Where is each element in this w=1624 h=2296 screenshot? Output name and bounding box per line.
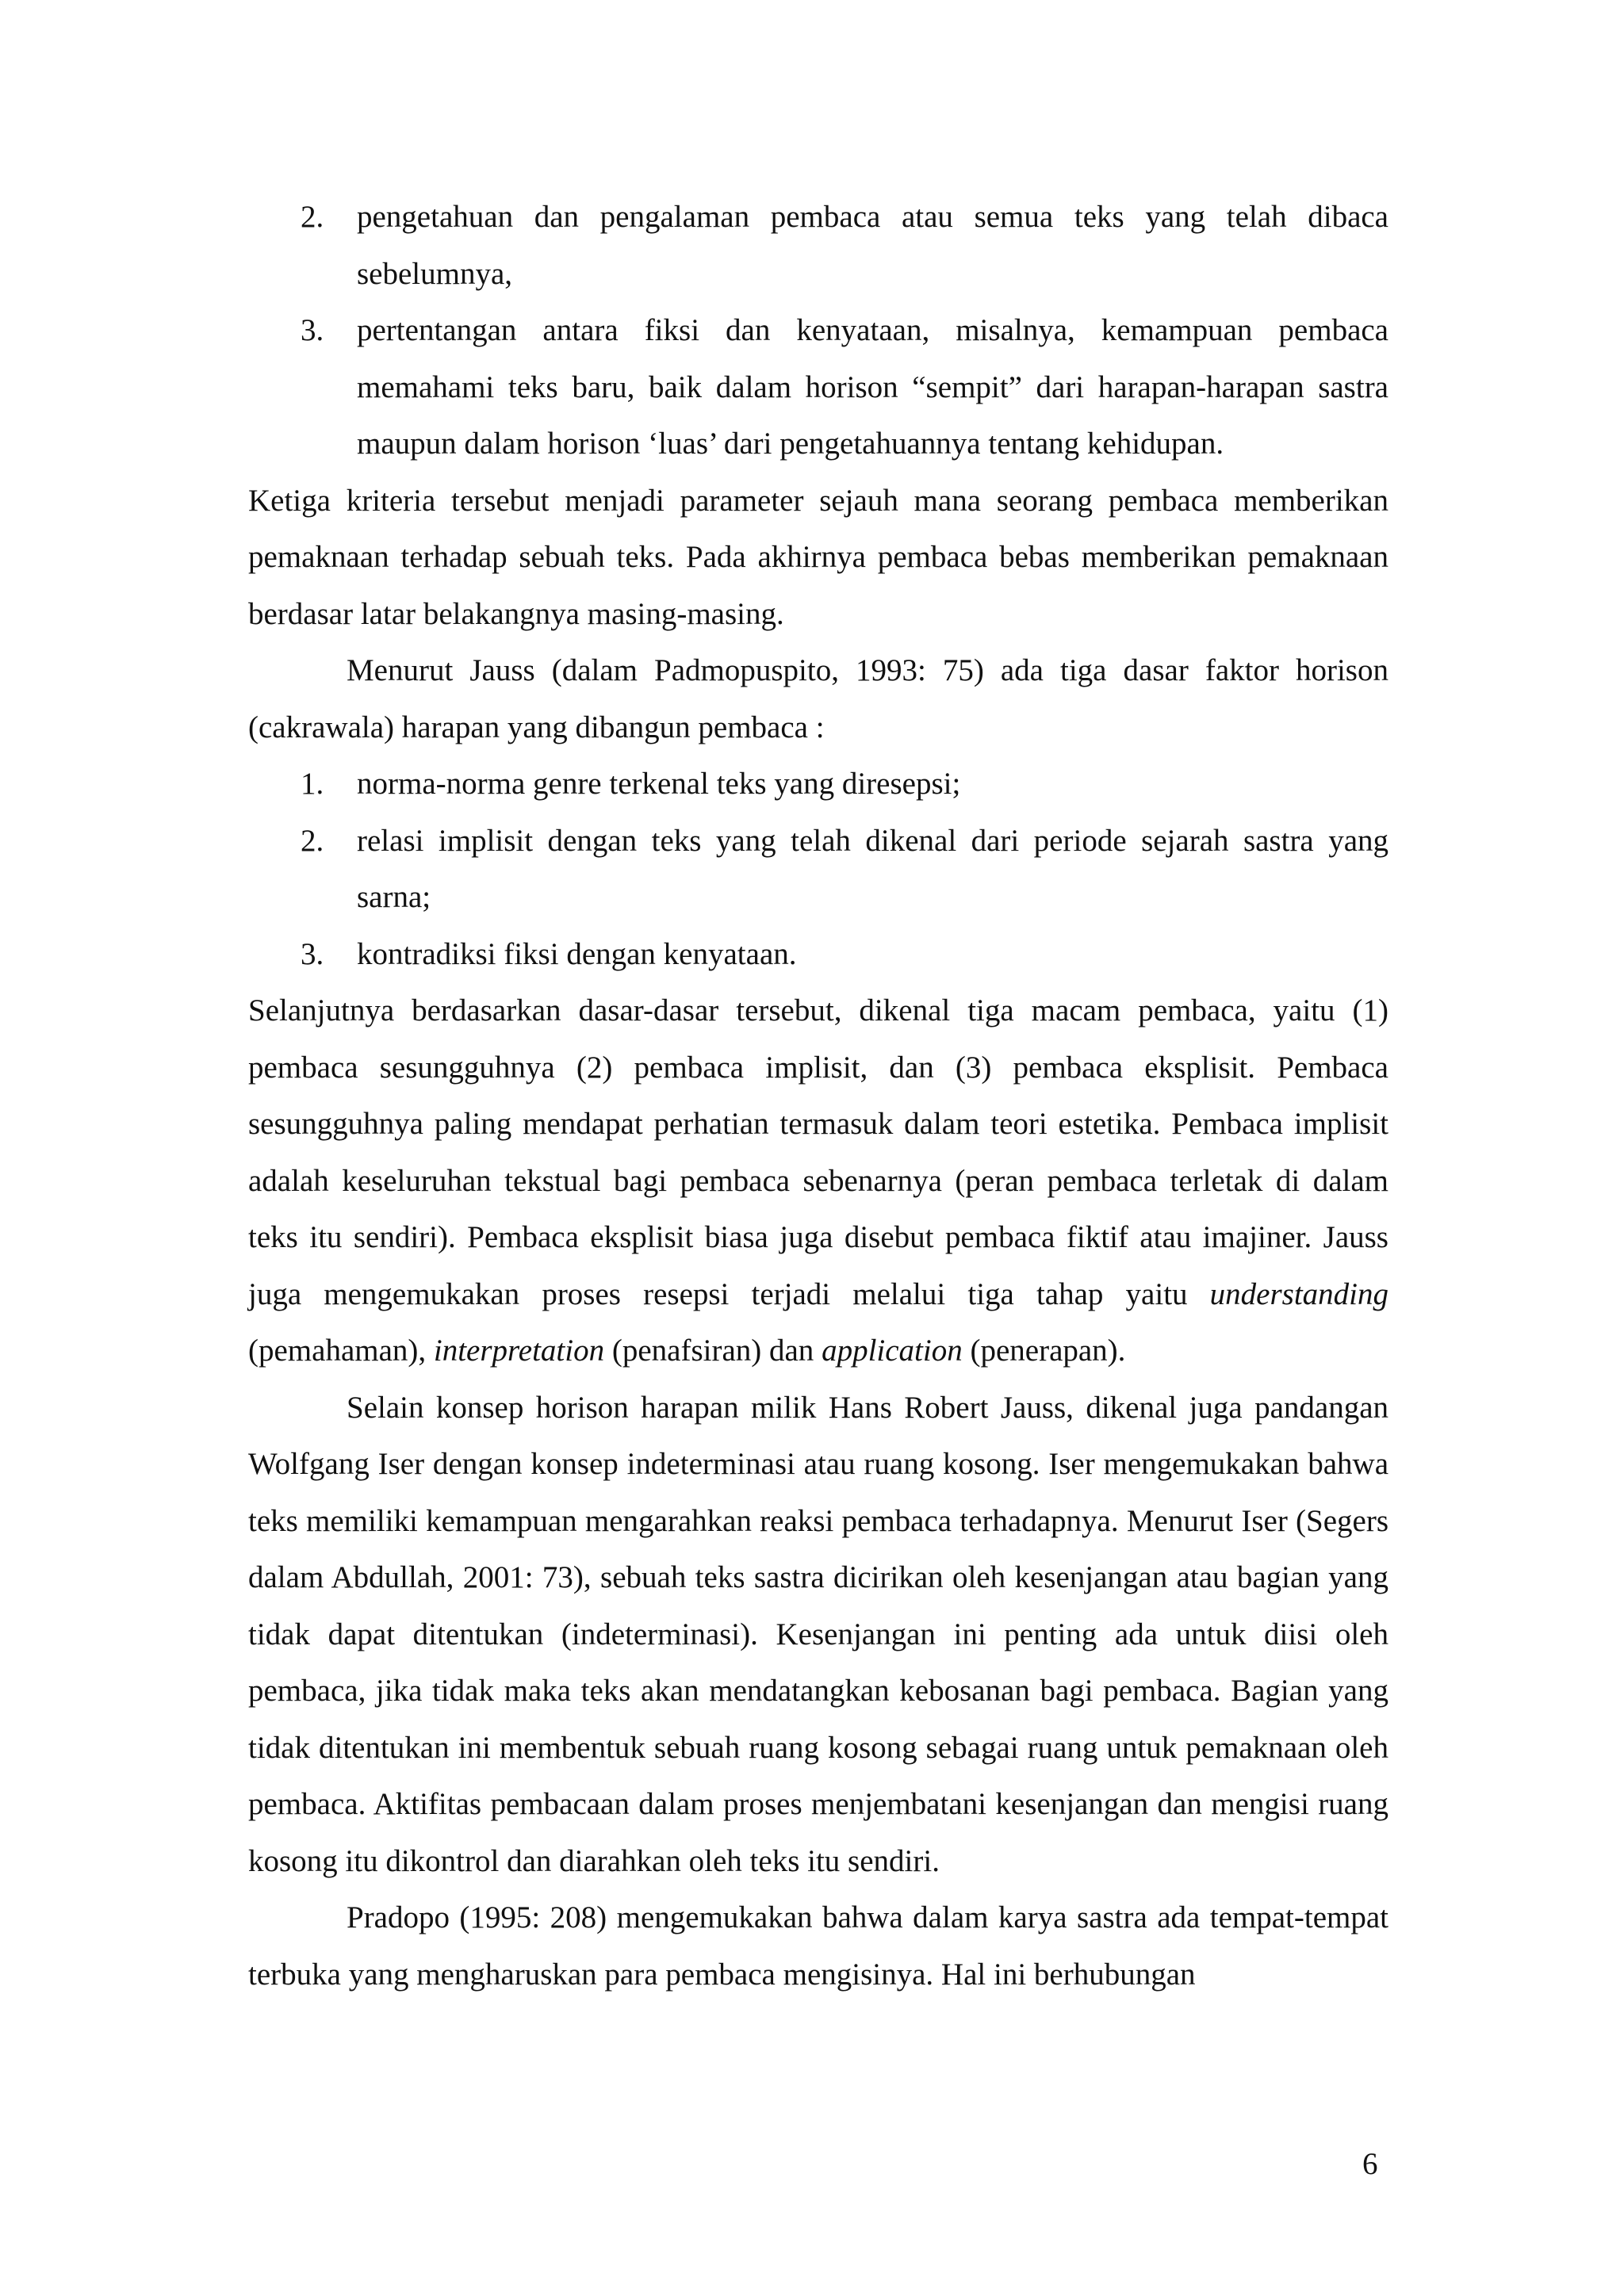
paragraph: Pradopo (1995: 208) mengemukakan bahwa dalam karya sastra ada tempat-tempat terbuka yang mengharuskan para pembaca mengisinya. Hal ini berhubungan xyxy=(248,1900,1388,1992)
term-interpretation: interpretation xyxy=(433,1334,605,1368)
list-number: 3. xyxy=(301,313,324,347)
list-item xyxy=(248,926,1388,983)
paragraph: Ketiga kriteria tersebut menjadi parameter sejauh mana seorang pembaca memberikan pemaknaan terhadap sebuah teks. Pada akhirnya pembaca bebas memberikan pemaknaan berdasar latar belakangnya masing-masing. xyxy=(248,483,1388,631)
list-text: norma-norma genre terkenal teks yang diresepsi; xyxy=(357,767,961,801)
paragraph-text: (penerapan). xyxy=(962,1334,1126,1368)
list-number: 2. xyxy=(301,823,324,858)
list-item xyxy=(248,813,1388,926)
page-number: 6 xyxy=(1362,2147,1378,2181)
paragraph-text: (penafsiran) dan xyxy=(604,1334,822,1368)
paragraph-text: Selanjutnya berdasarkan dasar-dasar tersebut, dikenal tiga macam pembaca, yaitu (1) pembaca sesungguhnya (2) pembaca implisit, dan (3) pembaca eksplisit. Pembaca sesungguhnya paling mendapat perhatian termasuk dalam teori estetika. Pembaca implisit adalah keseluruhan tekstual bagi pembaca sebenarnya (peran pembaca terletak di dalam teks itu sendiri). Pembaca eksplisit biasa juga disebut pembaca fiktif atau imajiner. Jauss juga mengemukakan proses resepsi terjadi melalui tiga tahap yaitu xyxy=(248,993,1388,1311)
list-text: kontradiksi fiksi dengan kenyataan. xyxy=(357,936,797,971)
term-understanding: understanding xyxy=(1209,1276,1388,1311)
list-text: relasi implisit dengan teks yang telah dikenal dari periode sejarah sastra yang sarna; xyxy=(357,823,1388,914)
list-item xyxy=(248,302,1388,473)
list-number: 1. xyxy=(301,767,324,801)
paragraph-text: (pemahaman), xyxy=(248,1334,434,1368)
paragraph xyxy=(248,982,1388,1380)
paragraph: Selain konsep horison harapan milik Hans Robert Jauss, dikenal juga pandangan Wolfgang Iser dengan konsep indeterminasi atau ruang kosong. Iser mengemukakan bahwa teks memiliki kemampuan mengarahkan reaksi pembaca terhadapnya. Menurut Iser (Segers dalam Abdullah, 2001: 73), sebuah teks sastra dicirikan oleh kesenjangan atau bagian yang tidak dapat ditentukan (indeterminasi). Kesenjangan ini penting ada untuk diisi oleh pembaca, jika tidak maka teks akan mendatangkan kebosanan bagi pembaca. Bagian yang tidak ditentukan ini membentuk sebuah ruang kosong sebagai ruang untuk pemaknaan oleh pembaca. Aktifitas pembacaan dalam proses menjembatani kesenjangan dan mengisi ruang kosong itu dikontrol dan diarahkan oleh teks itu sendiri. xyxy=(248,1390,1388,1878)
paragraph: Menurut Jauss (dalam Padmopuspito, 1993: 75) ada tiga dasar faktor horison (cakrawala) harapan yang dibangun pembaca : xyxy=(248,653,1388,744)
list-number: 3. xyxy=(301,936,324,971)
list-text: pengetahuan dan pengalaman pembaca atau semua teks yang telah dibaca sebelumnya, xyxy=(357,200,1388,291)
list-item xyxy=(248,756,1388,813)
list-number: 2. xyxy=(301,200,324,234)
list-text: pertentangan antara fiksi dan kenyataan, misalnya, kemampuan pembaca memahami teks baru, baik dalam horison “sempit” dari harapan-harapan sastra maupun dalam horison ‘luas’ dari pengetahuannya tentang kehidupan. xyxy=(357,313,1388,461)
term-application: application xyxy=(822,1334,963,1368)
page-body xyxy=(248,189,1388,2003)
list-item xyxy=(248,189,1388,302)
